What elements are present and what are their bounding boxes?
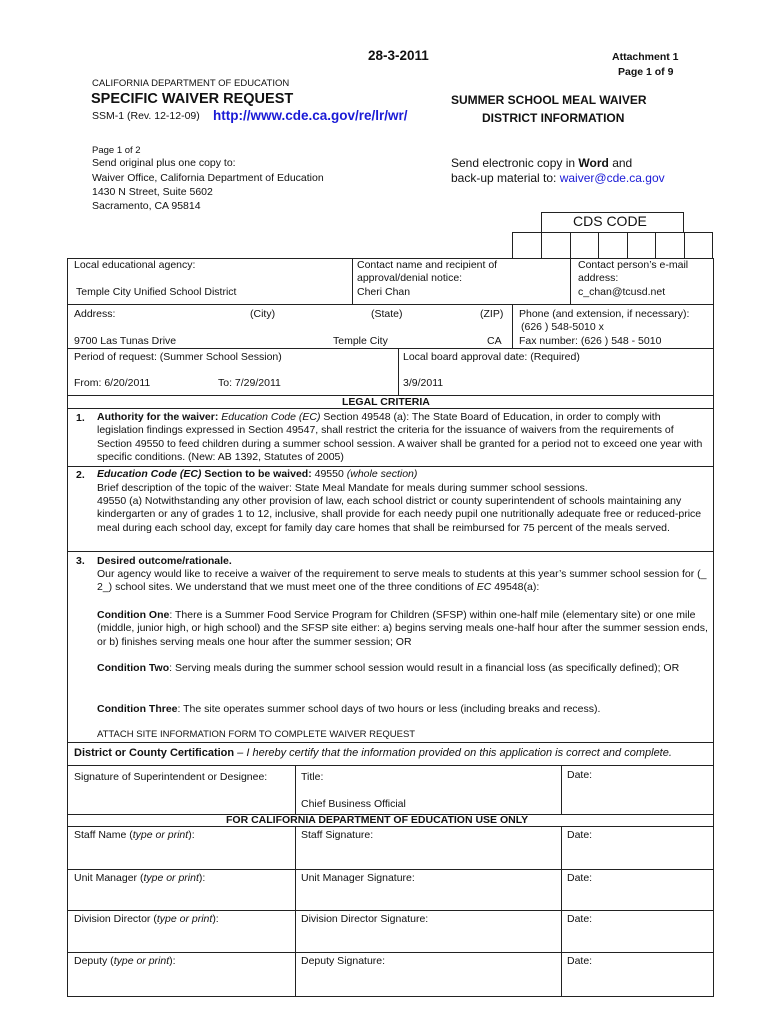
section-1-text: Authority for the waiver: Education Code (EC) Section 49548 (a): The State Board of Education, in order to comply with legislation findings expressed in Section 49547, shall restrict the criteria for the issuance of waivers from the requirements of Section 49550 to feed children during a summer school session. A waiver shall be granted for a period not to exceed one year with specific conditions. (New: AB 1392, Statutes of 2005) <box>97 411 703 464</box>
deputy-date-label: Date: <box>567 955 593 967</box>
page-of-label: Page 1 of 9 <box>618 66 674 78</box>
certification-statement: District or County Certification – I hereby certify that the information provided on this application is correct and complete. <box>74 747 672 759</box>
mailing-line-1: Send original plus one copy to: <box>92 157 236 169</box>
electronic-copy-note: Send electronic copy in Word and <box>451 156 633 170</box>
form-url-link[interactable]: http://www.cde.ca.gov/re/lr/wr/ <box>213 108 408 123</box>
section-2-heading: Education Code (EC) Section to be waived: 49550 (whole section) <box>97 468 418 480</box>
mailing-line-3: 1430 N Street, Suite 5602 <box>92 186 213 198</box>
period-label: Period of request: (Summer School Session) <box>74 351 282 363</box>
condition-two: Condition Two: Serving meals during the summer school session would result in a financial loss (as specifically defined); OR <box>97 662 680 674</box>
contact-label-1: Contact name and recipient of <box>357 259 498 271</box>
district-info-title: DISTRICT INFORMATION <box>482 111 625 125</box>
city-label: (City) <box>250 308 276 320</box>
division-director-signature-label: Division Director Signature: <box>301 913 429 925</box>
attach-note: ATTACH SITE INFORMATION FORM TO COMPLETE WAIVER REQUEST <box>97 729 416 740</box>
cde-use-heading: FOR CALIFORNIA DEPARTMENT OF EDUCATION USE ONLY <box>226 814 529 826</box>
title-label: Title: <box>301 771 324 783</box>
division-director-label: Division Director (type or print): <box>74 913 219 925</box>
fax-value[interactable]: Fax number: (626 ) 548 - 5010 <box>519 335 662 347</box>
staff-name-label: Staff Name (type or print): <box>74 829 195 841</box>
staff-date-label: Date: <box>567 829 593 841</box>
section-3-number: 3. <box>76 555 85 567</box>
phone-value[interactable]: (626 ) 548-5010 x <box>521 321 604 333</box>
cds-code-label: CDS CODE <box>573 213 647 229</box>
mailing-line-2: Waiver Office, California Department of Education <box>92 172 324 184</box>
street-value[interactable]: 9700 Las Tunas Drive <box>74 335 177 347</box>
agency-label: Local educational agency: <box>74 259 196 271</box>
mailing-line-4: Sacramento, CA 95814 <box>92 200 201 212</box>
page-sub-label: Page 1 of 2 <box>92 145 141 156</box>
attachment-label: Attachment 1 <box>612 51 679 63</box>
unit-manager-label: Unit Manager (type or print): <box>74 872 206 884</box>
agency-value[interactable]: Temple City Unified School District <box>76 286 237 298</box>
period-from[interactable]: From: 6/20/2011 <box>74 377 151 389</box>
period-to[interactable]: To: 7/29/2011 <box>218 377 281 389</box>
title-value[interactable]: Chief Business Official <box>301 798 406 810</box>
condition-one: Condition One: There is a Summer Food Service Program for Children (SFSP) within one-half mile (elementary site) or one mile (middle, junior high, or high school) and the SFSP site either: a) begins serving meals one-half hour after the summer session ends, or b) finishes serving meals one hour after the summer session; OR <box>97 609 708 648</box>
contact-label-2: approval/denial notice: <box>357 272 463 284</box>
phone-label: Phone (and extension, if necessary): <box>519 308 690 320</box>
address-label: Address: <box>74 308 116 320</box>
state-label: (State) <box>371 308 403 320</box>
email-label-2: address: <box>578 272 619 284</box>
backup-material-note: back-up material to: waiver@cde.ca.gov <box>451 171 665 185</box>
zip-label: (ZIP) <box>480 308 504 320</box>
section-2-number: 2. <box>76 469 85 481</box>
cds-code-cells[interactable] <box>512 232 713 259</box>
section-2-text: 49550 (a) Notwithstanding any other provision of law, each school district or county superintendent of schools maintaining any kindergarten or any of grades 1 to 12, inclusive, shall provide for each needy pupil one nutritionally adequate free or reduced-price meal during each school day, except for family day care homes that shall be reimbursed for 75 percent of the meals served. <box>97 495 702 534</box>
condition-three: Condition Three: The site operates summer school days of two hours or less (including breaks and recess). <box>97 703 601 715</box>
waiver-title: SUMMER SCHOOL MEAL WAIVER <box>451 93 647 107</box>
waiver-email-link[interactable]: waiver@cde.ca.gov <box>559 171 665 185</box>
unit-manager-date-label: Date: <box>567 872 593 884</box>
legal-criteria-heading: LEGAL CRITERIA <box>342 396 430 408</box>
superintendent-signature-label: Signature of Superintendent or Designee: <box>74 771 268 783</box>
section-2-brief: Brief description of the topic of the waiver: State Meal Mandate for meals during summer school sessions. <box>97 482 588 494</box>
deputy-label: Deputy (type or print): <box>74 955 176 967</box>
staff-signature-label: Staff Signature: <box>301 829 374 841</box>
section-3-heading: Desired outcome/rationale. <box>97 555 232 567</box>
city-value[interactable]: Temple City <box>333 335 388 347</box>
unit-manager-signature-label: Unit Manager Signature: <box>301 872 415 884</box>
section-3-text: Our agency would like to receive a waiver of the requirement to serve meals to students at this year’s summer school session for (_ 2_) school sites. We understand that we must meet one of the three conditions of EC 49548(a): <box>97 568 707 594</box>
form-number: SSM-1 (Rev. 12-12-09) <box>92 110 200 122</box>
state-value[interactable]: CA <box>487 335 502 347</box>
contact-email-value[interactable]: c_chan@tcusd.net <box>578 286 666 298</box>
certification-date-label: Date: <box>567 769 593 781</box>
form-date: 28-3-2011 <box>368 48 429 63</box>
department-name: CALIFORNIA DEPARTMENT OF EDUCATION <box>92 78 290 89</box>
deputy-signature-label: Deputy Signature: <box>301 955 386 967</box>
email-label-1: Contact person’s e-mail <box>578 259 689 271</box>
contact-value[interactable]: Cheri Chan <box>357 286 411 298</box>
section-1-number: 1. <box>76 412 85 424</box>
board-approval-date[interactable]: 3/9/2011 <box>403 377 444 389</box>
form-title: SPECIFIC WAIVER REQUEST <box>91 91 294 107</box>
board-approval-label: Local board approval date: (Required) <box>403 351 580 363</box>
division-director-date-label: Date: <box>567 913 593 925</box>
